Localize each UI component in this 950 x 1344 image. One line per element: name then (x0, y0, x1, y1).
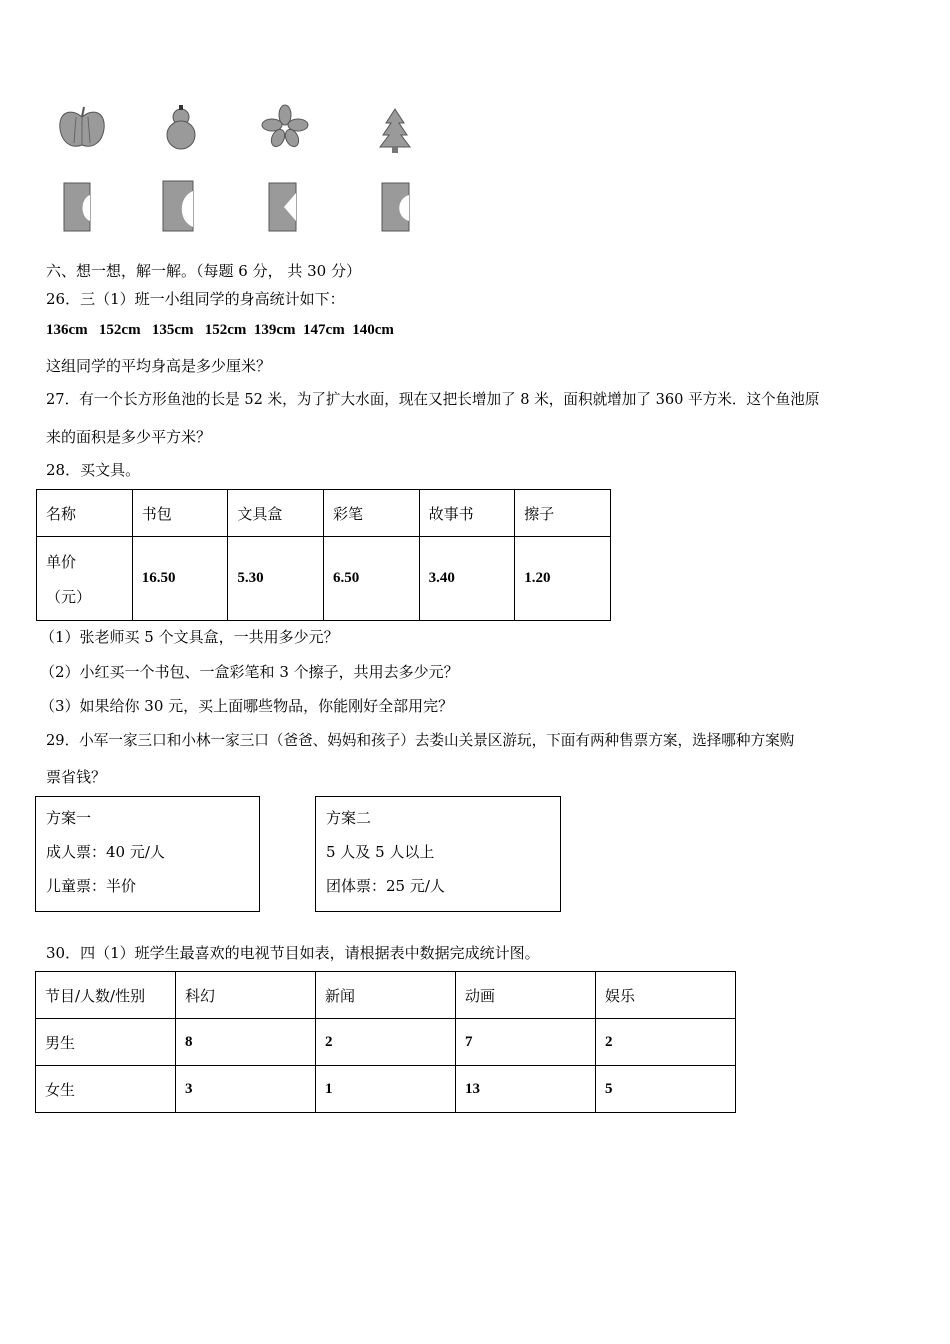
table-row (36, 1066, 736, 1113)
tree-shape (380, 109, 410, 153)
table-cell: 故事书 (419, 490, 515, 537)
table-cell: 7 (456, 1019, 596, 1066)
q27-line2: 来的面积是多少平方米？ (46, 428, 212, 446)
table-cell: 2 (596, 1019, 736, 1066)
price-label-line1: 单价 (46, 552, 77, 571)
shapes-figure (40, 95, 440, 245)
table-cell: 5.30 (228, 537, 324, 621)
plan2-line2: 团体票：25 元/人 (326, 877, 445, 895)
cutout-card-2 (163, 181, 193, 231)
table-cell: 1.20 (515, 537, 611, 621)
q28-title: 28．买文具。 (46, 461, 141, 479)
plan2-line1: 5 人及 5 人以上 (326, 843, 435, 861)
table-cell: 擦子 (515, 490, 611, 537)
table-cell: 13 (456, 1066, 596, 1113)
price-label-line2: （元） (46, 587, 92, 606)
table-row (37, 490, 611, 537)
plan1-line1: 成人票：40 元/人 (46, 843, 165, 861)
table-cell: 男生 (36, 1019, 176, 1066)
table-cell: 1 (316, 1066, 456, 1113)
table-cell: 8 (176, 1019, 316, 1066)
table-cell: 娱乐 (596, 972, 736, 1019)
table-row (37, 537, 611, 621)
gourd-shape (167, 105, 195, 149)
table-cell: 5 (596, 1066, 736, 1113)
plan2-title: 方案二 (326, 809, 372, 827)
table-cell: 3 (176, 1066, 316, 1113)
height-value: 152cm (98, 322, 141, 338)
table-cell: 文具盒 (228, 490, 324, 537)
height-value: 136cm (46, 322, 88, 338)
height-value: 152cm (204, 322, 247, 338)
q26-question: 这组同学的平均身高是多少厘米？ (46, 357, 272, 375)
table-cell: 女生 (36, 1066, 176, 1113)
plan1-line2: 儿童票：半价 (46, 877, 137, 895)
cutout-card-3 (269, 183, 296, 231)
table-row (36, 972, 736, 1019)
flower-shape (262, 105, 308, 149)
q30-tv-table (35, 971, 736, 1113)
q26-heights (46, 322, 394, 339)
q28-sub2: （2）小红买一个书包、一盒彩笔和 3 个擦子，共用去多少元？ (40, 663, 459, 681)
plan2-box (315, 796, 561, 912)
q27-line1: 27．有一个长方形鱼池的长是 52 米，为了扩大水面，现在又把长增加了 8 米，面积就增加了 360 平方米．这个鱼池原 (46, 391, 820, 408)
cutout-card-4 (382, 183, 409, 231)
height-value: 140cm (352, 322, 394, 338)
q28-price-table (36, 489, 611, 621)
height-value: 135cm (151, 322, 194, 338)
table-cell: 科幻 (176, 972, 316, 1019)
table-cell: 书包 (132, 490, 228, 537)
section6-title: 六、想一想，解一解。（每题 6 分， 共 30 分） (46, 262, 361, 280)
table-cell: 6.50 (324, 537, 420, 621)
q29-line1: 29．小军一家三口和小林一家三口（爸爸、妈妈和孩子）去娄山关景区游玩，下面有两种售票方案，选择哪种方案购 (46, 732, 795, 749)
table-row (36, 1019, 736, 1066)
height-value: 139cm (253, 322, 296, 338)
q30-title: 30．四（1）班学生最喜欢的电视节目如表，请根据表中数据完成统计图。 (46, 944, 540, 962)
table-cell: 16.50 (132, 537, 228, 621)
table-cell: 节目/人数/性别 (36, 972, 176, 1019)
q28-sub3: （3）如果给你 30 元，买上面哪些物品，你能刚好全部用完？ (40, 697, 454, 715)
table-cell: 3.40 (419, 537, 515, 621)
q29-line2: 票省钱？ (46, 768, 107, 786)
q28-sub1: （1）张老师买 5 个文具盒，一共用多少元？ (40, 628, 339, 646)
plan1-box (35, 796, 260, 912)
cutout-card-1 (64, 183, 90, 231)
table-cell: 2 (316, 1019, 456, 1066)
table-cell: 动画 (456, 972, 596, 1019)
plan1-title: 方案一 (46, 809, 92, 827)
table-cell: 彩笔 (324, 490, 420, 537)
table-cell (37, 537, 133, 621)
height-value: 147cm (303, 322, 345, 338)
table-cell: 新闻 (316, 972, 456, 1019)
apple-shape (60, 107, 104, 146)
q26-title: 26．三（1）班一小组同学的身高统计如下： (46, 290, 345, 308)
table-cell: 名称 (37, 490, 133, 537)
